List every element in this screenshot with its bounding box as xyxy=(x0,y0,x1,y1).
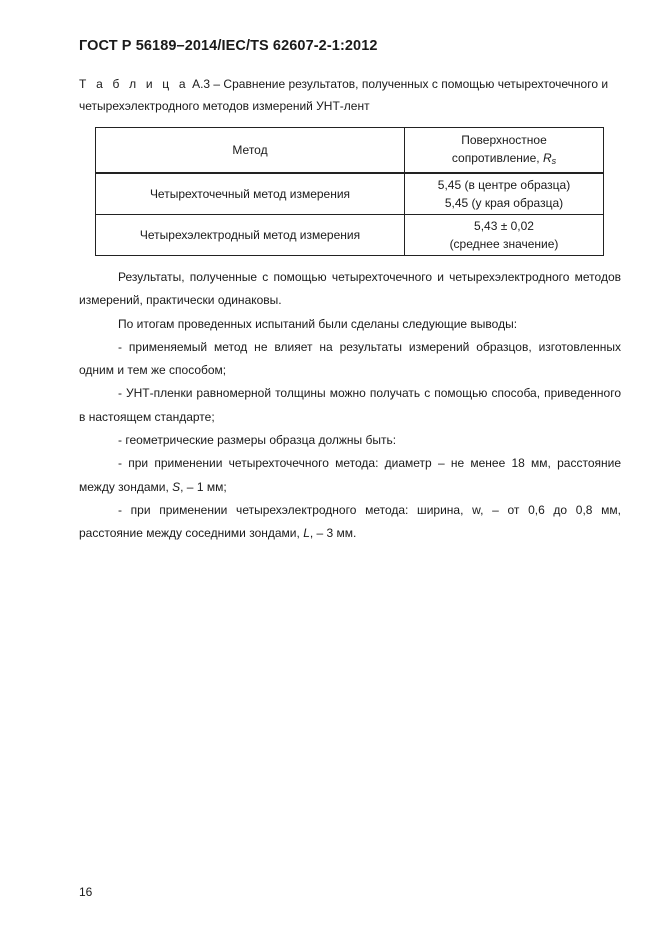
row-value xyxy=(405,173,604,215)
four-electrode-symbol: L xyxy=(303,526,310,541)
row-value xyxy=(405,215,604,256)
four-point-symbol: S xyxy=(172,479,181,494)
page-number: 16 xyxy=(79,885,93,899)
row-value-line1: 5,43 ± 0,02 xyxy=(474,219,534,233)
row-method: Четырехточечный метод измерения xyxy=(96,173,405,215)
document-header: ГОСТ Р 56189–2014/IEC/TS 62607-2-1:2012 xyxy=(79,38,378,54)
table-caption-text: – Сравнение результатов, полученных с помощью четырехточечного и четырехэлектродного методов измерений УНТ-лент xyxy=(79,77,609,113)
row-method: Четырехэлектродный метод измерения xyxy=(96,215,405,256)
table-row xyxy=(96,173,604,215)
results-table xyxy=(95,127,604,256)
header-method: Метод xyxy=(96,128,405,174)
four-electrode-text-before: - при применении четырехэлектродного метода: ширина, w, – от 0,6 до 0,8 мм, расстояние между соседними зондами, xyxy=(79,502,621,541)
paragraph-conclusion-dimensions: - геометрические размеры образца должны быть: xyxy=(118,433,397,448)
paragraph-conclusion-method: - применяемый метод не влияет на результаты измерений образцов, изготовленных одним и тем же способом; xyxy=(79,339,621,378)
paragraph-results: Результаты, полученные с помощью четырехточечного и четырехэлектродного методов измерений, практически одинаковы. xyxy=(79,270,621,308)
four-electrode-text-after: , – 3 мм. xyxy=(309,526,357,541)
paragraph-conclusions-intro: По итогам проведенных испытаний были сделаны следующие выводы: xyxy=(118,316,518,331)
paragraph-four-point xyxy=(79,452,621,499)
body-text xyxy=(79,266,621,546)
header-resistance-line1: Поверхностное xyxy=(461,132,547,147)
header-resistance-symbol: R xyxy=(542,150,552,165)
table-caption-number: А.3 xyxy=(192,77,211,91)
row-value-line1: 5,45 (в центре образца) xyxy=(437,178,571,192)
four-point-text-after: , – 1 мм; xyxy=(180,479,227,494)
header-resistance-subscript: s xyxy=(551,155,557,166)
paragraph-conclusion-films: - УНТ-пленки равномерной толщины можно получать с помощью способа, приведенного в настоящем стандарте; xyxy=(79,386,621,424)
table-caption xyxy=(79,73,621,117)
row-value-line2: 5,45 (у края образца) xyxy=(444,196,564,210)
four-point-text-before: - при применении четырехточечного метода: диаметр – не менее 18 мм, расстояние между зондами, xyxy=(79,456,621,494)
table-caption-label: Т а б л и ц а xyxy=(79,77,189,91)
header-resistance-line2: сопротивление, xyxy=(451,150,543,165)
paragraph-four-electrode xyxy=(79,499,621,546)
row-value-line2: (среднее значение) xyxy=(449,237,559,251)
header-resistance xyxy=(405,128,604,174)
table-row xyxy=(96,215,604,256)
table-header-row xyxy=(96,128,604,174)
